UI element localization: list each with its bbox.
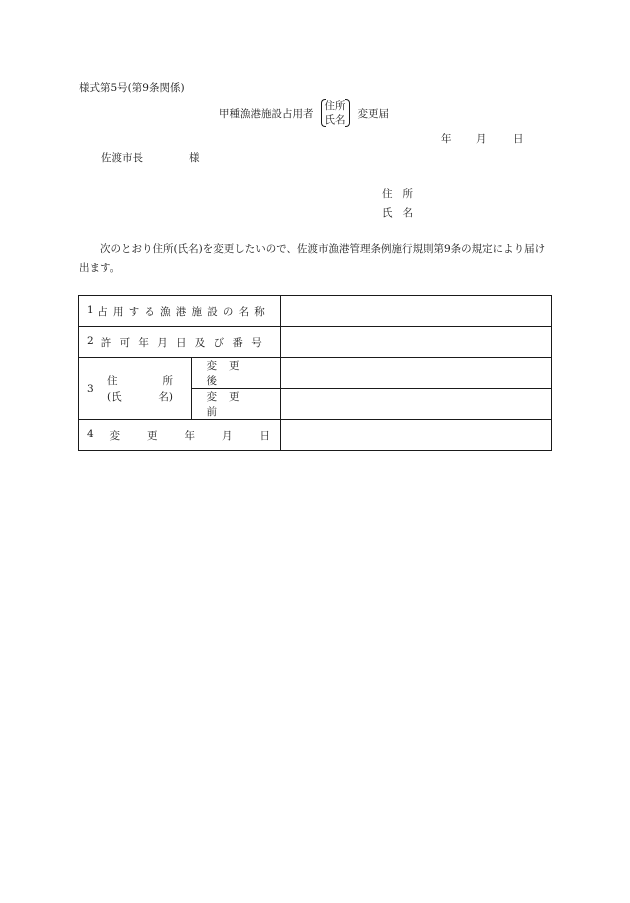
- addressee: [101, 150, 200, 165]
- body-text: 次のとおり住所(氏名)を変更したいので、佐渡市漁港管理条例施行規則第9条の規定により届け出ます。: [79, 243, 546, 274]
- table-row-address-after: [79, 358, 552, 389]
- title-bracket-address: 住所: [324, 100, 346, 112]
- row-number: 4: [87, 427, 94, 440]
- table-row-permit: [79, 327, 552, 358]
- row-number: 1: [87, 303, 94, 316]
- document-title: [219, 98, 389, 128]
- row-number: 3: [87, 382, 94, 395]
- name-label-char: (氏: [107, 390, 122, 403]
- date-month: 月: [476, 133, 487, 145]
- after-change-label: 変更後: [192, 358, 281, 389]
- title-bracket-name: 氏名: [324, 114, 346, 126]
- facility-name-label: [79, 296, 281, 327]
- permit-field[interactable]: [281, 327, 552, 358]
- applicant-address-label: 住所: [382, 188, 423, 200]
- date-day: 日: [513, 133, 524, 145]
- change-date-field[interactable]: [281, 420, 552, 451]
- permit-text: 許可年月日及び番号: [100, 336, 270, 349]
- name-label-char: 名): [158, 390, 173, 403]
- table-row-change-date: [79, 420, 552, 451]
- facility-name-field[interactable]: [281, 296, 552, 327]
- before-change-field[interactable]: [281, 389, 552, 420]
- title-bracket: [321, 98, 350, 128]
- after-change-field[interactable]: [281, 358, 552, 389]
- row-number: 2: [87, 334, 94, 347]
- date-line: [441, 131, 524, 146]
- addressee-suffix: 様: [189, 152, 200, 164]
- applicant-name-label: 氏名: [382, 207, 423, 219]
- address-label-char: 所: [162, 374, 173, 387]
- permit-label: [79, 327, 281, 358]
- title-tail: 変更届: [357, 107, 389, 120]
- date-year: 年: [441, 133, 452, 145]
- table-row-facility-name: [79, 296, 552, 327]
- change-date-text: 変更年月日: [109, 429, 297, 442]
- address-name-label: [79, 358, 192, 420]
- change-date-label: [79, 420, 297, 451]
- facility-name-text: 占用する漁港施設の名称: [97, 305, 270, 318]
- address-label-char: 住: [107, 374, 118, 387]
- form-number: 様式第5号(第9条関係): [79, 82, 185, 94]
- before-change-label: 変更前: [192, 389, 281, 420]
- addressee-name: 佐渡市長: [101, 152, 143, 164]
- change-form-table: [78, 295, 552, 451]
- title-main: 甲種漁港施設占用者: [219, 107, 314, 120]
